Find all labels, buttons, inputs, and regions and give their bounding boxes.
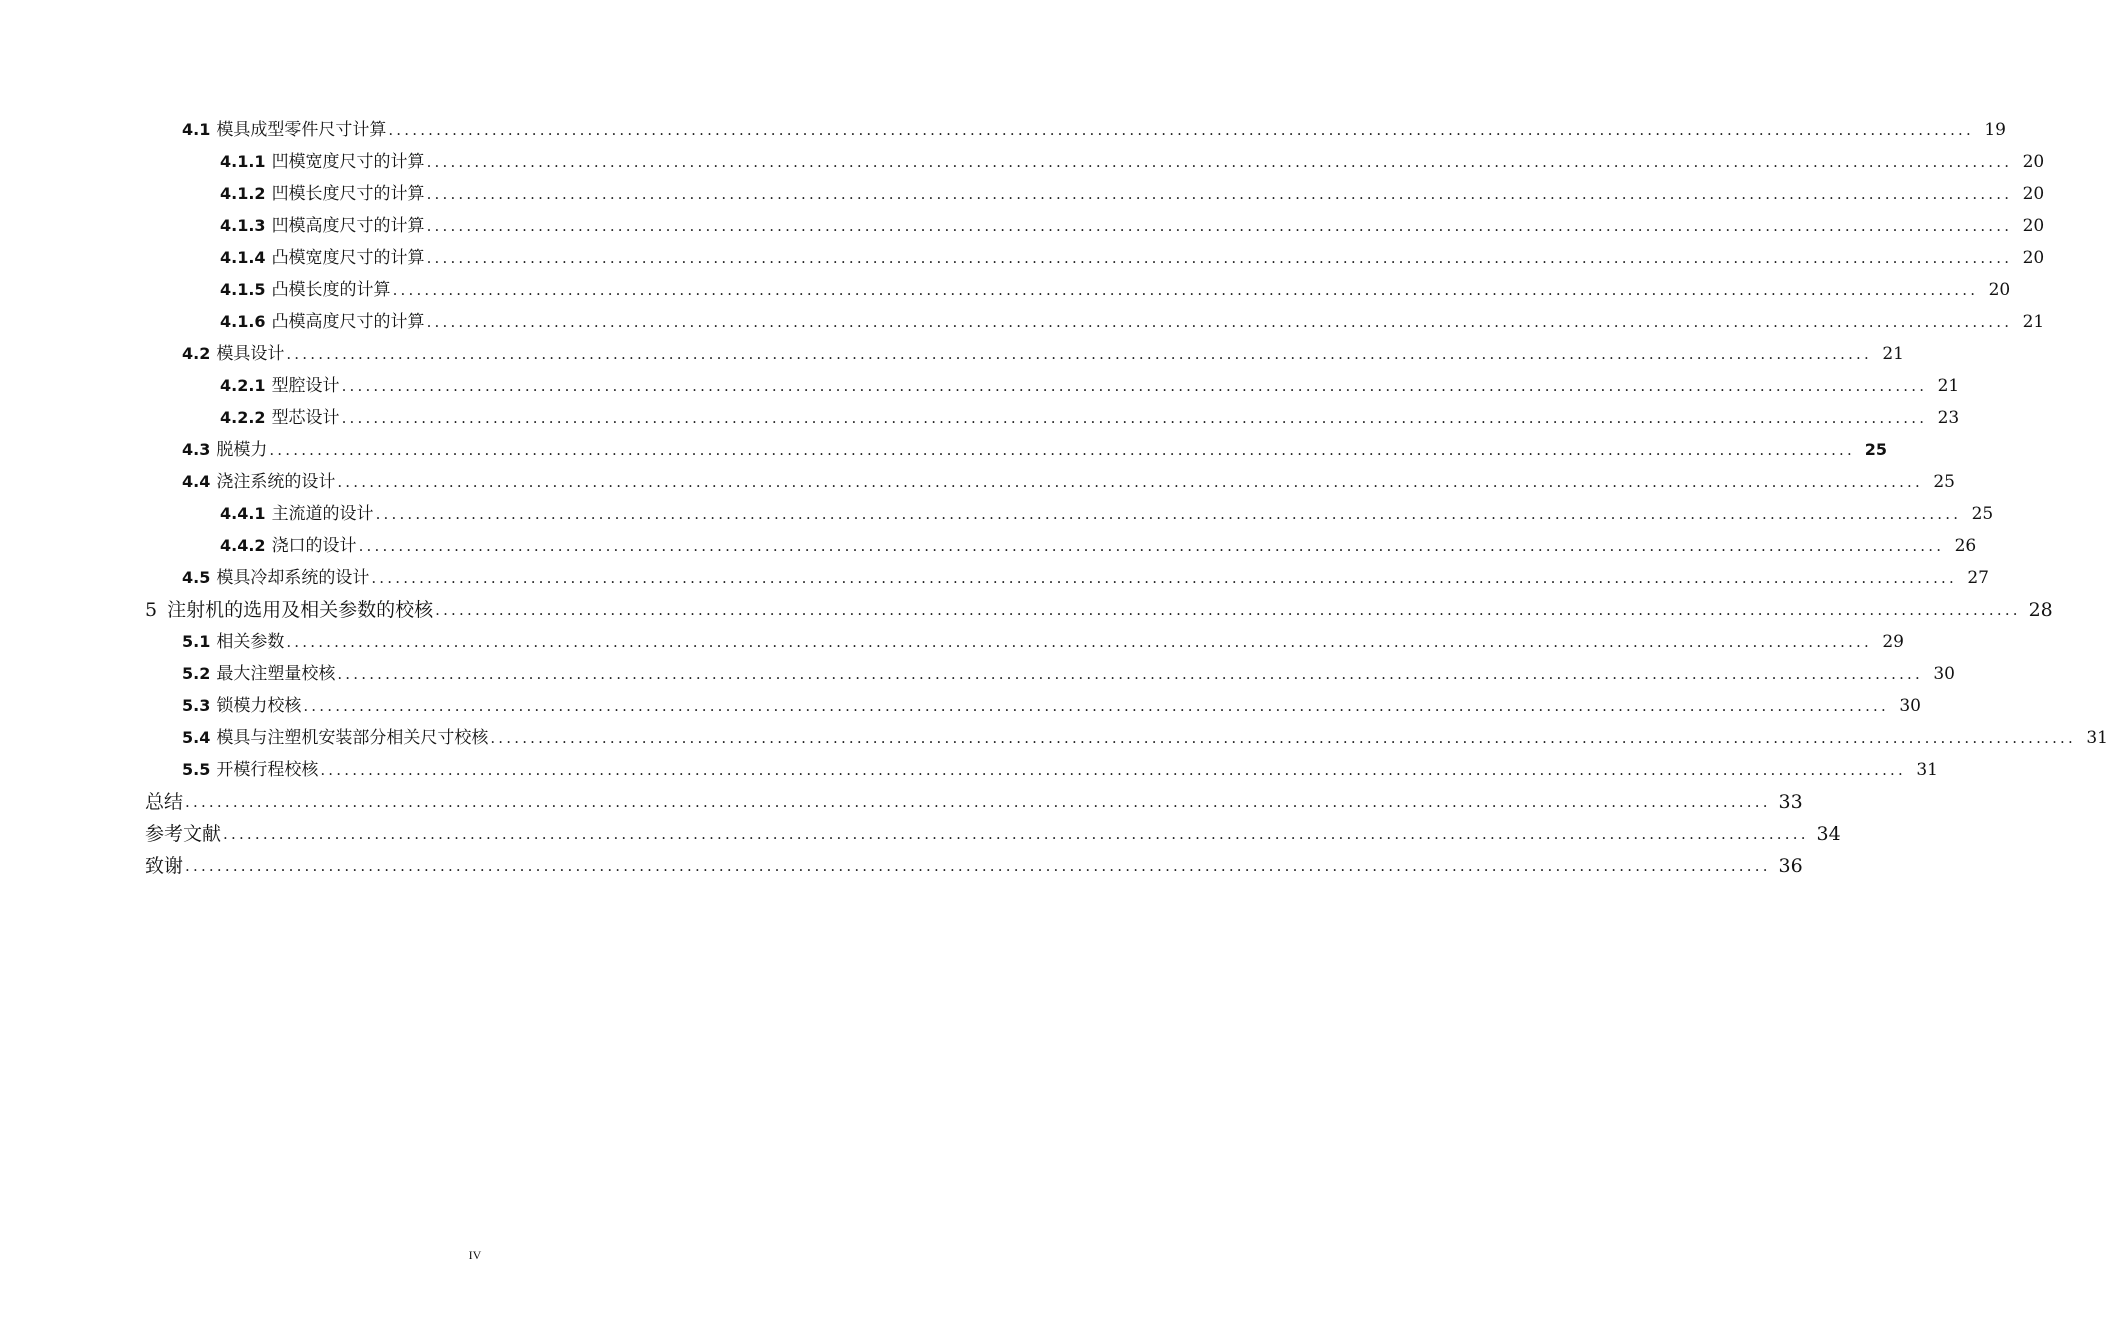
toc-entry-number: 4.1.5 [220,280,266,299]
toc-entry-number: 4.4.2 [220,536,266,555]
toc-entry-title: 锁模力校核 [216,696,302,716]
toc-entry-page: 30 [1933,664,1955,684]
toc-entry[interactable] [145,594,2053,626]
toc-entry-page: 33 [1778,791,1803,813]
toc-entry-number: 4.5 [182,568,211,587]
dot-leader: ....................................................................................................................................................................................................... [269,441,1855,459]
dot-leader: ....................................................................................................................................................................................................... [490,729,2076,747]
toc-entry-number: 4.2.2 [220,408,266,427]
dot-leader: ....................................................................................................................................................................................................... [223,825,1809,843]
toc-entry-page: 20 [2022,152,2045,172]
table-of-contents [0,114,2108,882]
toc-entry-title: 型腔设计 [271,376,340,396]
toc-entry[interactable] [220,530,1977,562]
dot-leader: ....................................................................................................................................................................................................... [185,857,1771,875]
toc-entry[interactable] [220,274,2011,306]
toc-entry-page: 19 [1984,120,2006,140]
toc-entry-page: 21 [2022,312,2045,332]
toc-entry-page: 20 [1988,280,2011,300]
toc-entry[interactable] [220,146,2045,178]
toc-entry-page: 25 [1864,440,1887,459]
dot-leader: ....................................................................................................................................................................................................... [286,345,1872,363]
toc-entry-title: 模具设计 [216,344,285,364]
dot-leader: ....................................................................................................................................................................................................... [185,793,1771,811]
toc-entry-page: 23 [1937,408,1960,428]
toc-entry-page: 31 [1916,760,1938,780]
dot-leader: ....................................................................................................................................................................................................... [375,505,1962,523]
toc-entry-number: 5.5 [182,760,211,779]
toc-entry-number: 4.1.1 [220,152,266,171]
toc-entry-number: 5.1 [182,632,211,651]
toc-entry[interactable] [220,178,2045,210]
toc-entry[interactable] [220,242,2045,274]
toc-entry-number: 4.2.1 [220,376,266,395]
toc-entry-title: 模具冷却系统的设计 [216,568,370,588]
dot-leader: ....................................................................................................................................................................................................... [337,665,1923,683]
toc-entry-title: 模具与注塑机安装部分相关尺寸校核 [216,728,489,748]
dot-leader: ....................................................................................................................................................................................................... [392,281,1979,299]
toc-entry-page: 36 [1778,855,1803,877]
dot-leader: ....................................................................................................................................................................................................... [371,569,1957,587]
dot-leader: ....................................................................................................................................................................................................... [426,217,2013,235]
toc-entry-title: 注射机的选用及相关参数的校核 [167,599,434,621]
toc-entry-title: 开模行程校核 [216,760,319,780]
toc-entry[interactable] [220,306,2045,338]
toc-entry[interactable] [220,370,1960,402]
toc-entry-title: 凸模宽度尺寸的计算 [271,248,425,268]
toc-entry-title: 凹模宽度尺寸的计算 [271,152,425,172]
toc-entry[interactable] [220,210,2045,242]
toc-entry-page: 27 [1967,568,1989,588]
toc-entry-page: 25 [1933,472,1955,492]
toc-entry-title: 参考文献 [145,823,222,845]
dot-leader: ....................................................................................................................................................................................................... [426,153,2013,171]
toc-entry-number: 4.1.6 [220,312,266,331]
dot-leader: ....................................................................................................................................................................................................... [426,249,2013,267]
toc-entry-page: 31 [2086,728,2108,748]
toc-entry-title: 致谢 [145,855,184,877]
toc-entry[interactable] [220,402,1960,434]
toc-entry-title: 主流道的设计 [271,504,374,524]
toc-entry[interactable] [182,754,1938,786]
toc-entry[interactable] [220,498,1994,530]
toc-entry-number: 5.3 [182,696,211,715]
dot-leader: ....................................................................................................................................................................................................... [341,409,1928,427]
dot-leader: ....................................................................................................................................................................................................... [358,537,1945,555]
dot-leader: ....................................................................................................................................................................................................... [435,601,2021,619]
toc-entry-page: 34 [1816,823,1841,845]
toc-entry-page: 29 [1882,632,1904,652]
toc-entry[interactable] [182,626,1904,658]
toc-entry-title: 凹模长度尺寸的计算 [271,184,425,204]
toc-entry-number: 4.1.3 [220,216,266,235]
dot-leader: ....................................................................................................................................................................................................... [341,377,1928,395]
toc-entry[interactable] [145,786,1803,818]
toc-entry-page: 21 [1882,344,1904,364]
toc-entry[interactable] [182,338,1904,370]
toc-entry-title: 浇注系统的设计 [216,472,336,492]
toc-entry-page: 21 [1937,376,1960,396]
toc-entry-page: 20 [2022,184,2045,204]
toc-entry-number: 4.4 [182,472,211,491]
toc-entry[interactable] [182,466,1955,498]
toc-entry-title: 凹模高度尺寸的计算 [271,216,425,236]
toc-entry-page: 30 [1899,696,1921,716]
dot-leader: ....................................................................................................................................................................................................... [337,473,1923,491]
dot-leader: ....................................................................................................................................................................................................... [426,185,2013,203]
toc-entry-page: 25 [1971,504,1994,524]
toc-entry-title: 总结 [145,791,184,813]
toc-entry[interactable] [182,690,1921,722]
toc-entry[interactable] [182,658,1955,690]
page-number: IV [468,1248,482,1262]
toc-entry-title: 凸模长度的计算 [271,280,391,300]
toc-entry-number: 4.4.1 [220,504,266,523]
dot-leader: ....................................................................................................................................................................................................... [286,633,1872,651]
toc-entry-number: 4.3 [182,440,211,459]
toc-entry-number: 5.4 [182,728,211,747]
toc-entry-title: 最大注塑量校核 [216,664,336,684]
toc-entry-title: 相关参数 [216,632,285,652]
toc-entry-page: 26 [1954,536,1977,556]
toc-entry-title: 模具成型零件尺寸计算 [216,120,387,140]
toc-entry-number: 4.2 [182,344,211,363]
dot-leader: ....................................................................................................................................................................................................... [426,313,2013,331]
toc-entry-number: 4.1.2 [220,184,266,203]
toc-entry-number: 4.1.4 [220,248,266,267]
dot-leader: ....................................................................................................................................................................................................... [388,121,1974,139]
dot-leader: ....................................................................................................................................................................................................... [320,761,1906,779]
dot-leader: ....................................................................................................................................................................................................... [303,697,1889,715]
toc-entry-title: 浇口的设计 [271,536,357,556]
toc-entry-page: 28 [2028,599,2053,621]
toc-entry-title: 型芯设计 [271,408,340,428]
toc-entry[interactable] [182,434,1887,466]
toc-entry-page: 20 [2022,216,2045,236]
toc-entry-title: 凸模高度尺寸的计算 [271,312,425,332]
toc-entry[interactable] [182,722,2108,754]
toc-entry-number: 4.1 [182,120,211,139]
toc-entry[interactable] [182,114,2006,146]
toc-entry[interactable] [145,850,1803,882]
toc-entry-number: 5.2 [182,664,211,683]
toc-entry-page: 20 [2022,248,2045,268]
toc-entry[interactable] [145,818,1841,850]
toc-entry-number: 5 [145,599,158,621]
toc-entry[interactable] [182,562,1989,594]
toc-entry-title: 脱模力 [216,440,268,460]
